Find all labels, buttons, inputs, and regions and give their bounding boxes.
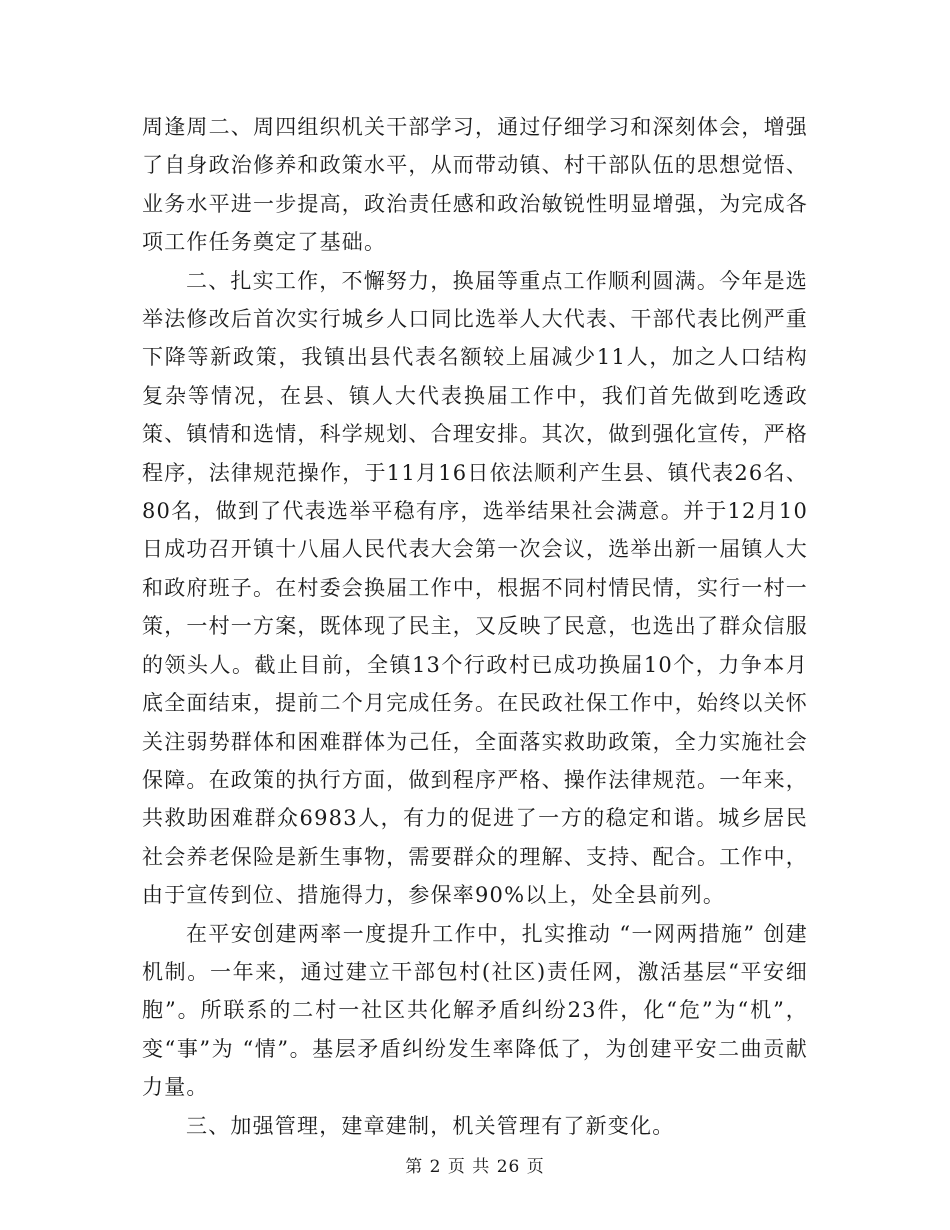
document-body xyxy=(142,108,808,1145)
paragraph-management-heading: 三、加强管理，建章建制，机关管理有了新变化。 xyxy=(186,1113,675,1138)
paragraph-safety-construction: 在平安创建两率一度提升工作中，扎实推动 “一网两措施” 创建机制。一年来，通过建立干部包村(社区)责任网，激活基层“平安细胞”。所联系的二村一社区共化解矛盾纠纷23件，化“危”为“机”，变“事”为 “情”。基层矛盾纠纷发生率降低了，为创建平安二曲贡献力量。 xyxy=(142,921,808,1100)
paragraph-study: 周逢周二、周四组织机关干部学习，通过仔细学习和深刻体会，增强了自身政治修养和政策水平，从而带动镇、村干部队伍的思想觉悟、业务水平进一步提高，政治责任感和政治敏锐性明显增强，为完成各项工作任务奠定了基础。 xyxy=(142,115,808,255)
page-footer: 第 2 页 共 26 页 xyxy=(405,1157,545,1177)
paragraph-election-work: 二、扎实工作，不懈努力，换届等重点工作顺利圆满。今年是选举法修改后首次实行城乡人口同比选举人大代表、干部代表比例严重下降等新政策，我镇出县代表名额较上届减少11人，加之人口结构复杂等情况，在县、镇人大代表换届工作中，我们首先做到吃透政策、镇情和选情，科学规划、合理安排。其次，做到强化宣传，严格程序，法律规范操作，于11月16日依法顺利产生县、镇代表26名、80名，做到了代表选举平稳有序，选举结果社会满意。并于12月10日成功召开镇十八届人民代表大会第一次会议，选举出新一届镇人大和政府班子。在村委会换届工作中，根据不同村情民情，实行一村一策，一村一方案，既体现了民主，又反映了民意，也选出了群众信服的领头人。截止目前，全镇13个行政村已成功换届10个，力争本月底全面结束，提前二个月完成任务。在民政社保工作中，始终以关怀关注弱势群体和困难群体为己任，全面落实救助政策，全力实施社会保障。在政策的执行方面，做到程序严格、操作法律规范。一年来，共救助困难群众6983人，有力的促进了一方的稳定和谐。城乡居民社会养老保险是新生事物，需要群众的理解、支持、配合。工作中，由于宣传到位、措施得力，参保率90%以上，处全县前列。 xyxy=(142,268,808,908)
